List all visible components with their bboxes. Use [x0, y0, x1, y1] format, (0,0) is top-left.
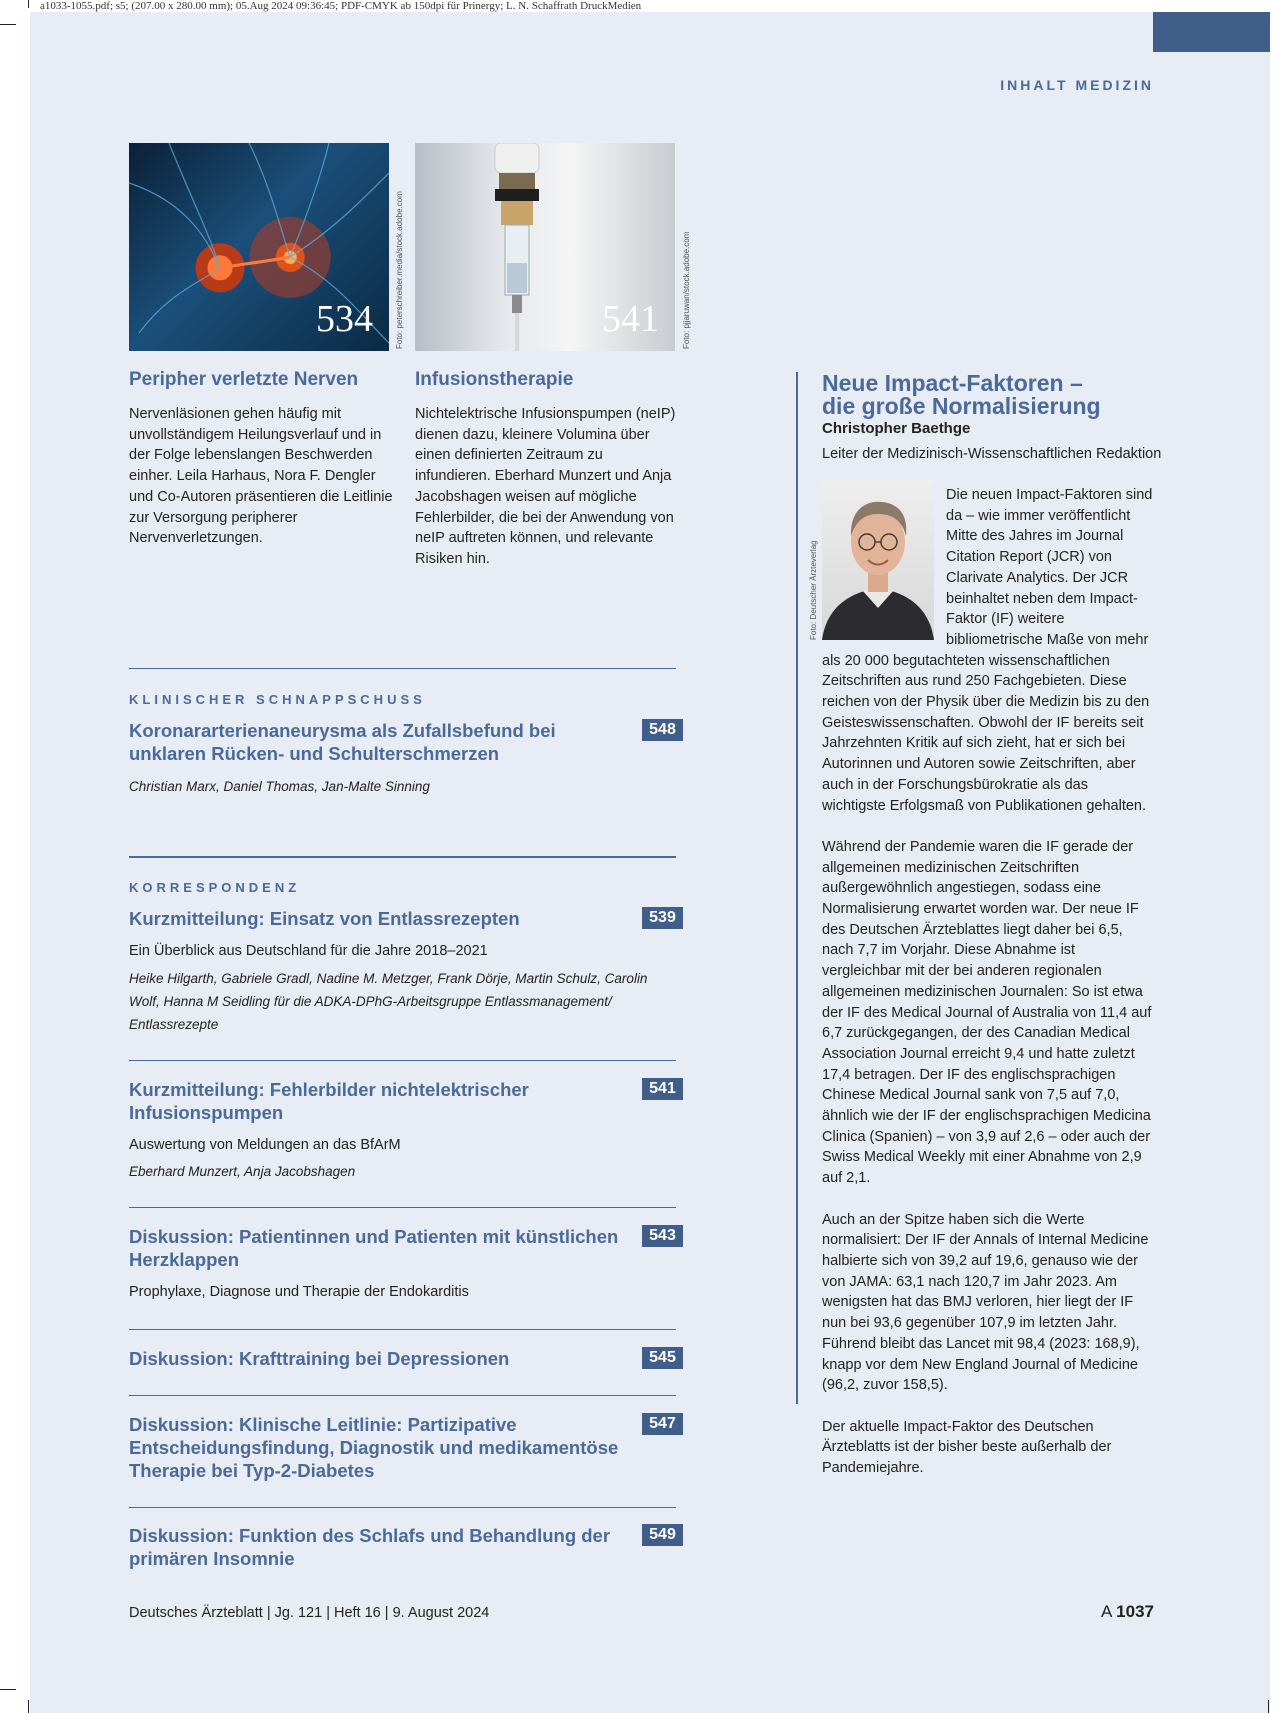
footer-page-number [1101, 1602, 1154, 1622]
section-kicker: KORRESPONDENZ [129, 880, 301, 895]
toc-entry-authors: Eberhard Munzert, Anja Jacobshagen [129, 1164, 356, 1179]
toc-page-badge[interactable]: 547 [642, 1413, 683, 1435]
editorial-author: Christopher Baethge [822, 420, 971, 437]
toc-entry-title[interactable]: Diskussion: Krafttraining bei Depressionen [129, 1348, 510, 1369]
nerve-cell-image [129, 143, 389, 351]
page-prefix: A [1101, 1602, 1112, 1621]
section-kicker: KLINISCHER SCHNAPPSCHUSS [129, 692, 426, 707]
corner-color-block [1153, 12, 1270, 52]
crop-mark [28, 1700, 29, 1713]
divider [129, 856, 676, 858]
divider [129, 1395, 676, 1396]
toc-page-badge[interactable]: 543 [642, 1225, 683, 1247]
footer-journal-info: Deutsches Ärzteblatt | Jg. 121 | Heft 16 | 9. August 2024 [129, 1605, 490, 1621]
print-info-line: a1033-1055.pdf; s5; (207.00 x 280.00 mm); 05.Aug 2024 09:36:45; PDF-CMYK ab 150dpi für Prinergy; L. N. Schaffrath DruckMedien [40, 0, 642, 12]
toc-entry-authors: Heike Hilgarth, Gabriele Gradl, Nadine M. Metzger, Frank Dörje, Martin Schulz, Carolin Wolf, Hanna M Seidling für die ADKA-DPhG-Arbeitsgruppe Entlassmanagement/ Entlassrezepte [129, 971, 648, 1032]
divider [129, 668, 676, 669]
toc-page-badge[interactable]: 549 [642, 1524, 683, 1546]
toc-entry-title[interactable]: Diskussion: Patientinnen und Patienten mit künstlichen Herzklappen [129, 1226, 619, 1270]
page-number: 1037 [1116, 1602, 1154, 1621]
divider [129, 1507, 676, 1508]
editorial-body [822, 485, 1154, 1499]
infusion-image [415, 143, 675, 351]
toc-page-badge[interactable]: 541 [642, 1078, 683, 1100]
teaser-page-number: 541 [602, 298, 659, 340]
toc-entry-title[interactable]: Diskussion: Funktion des Schlafs und Behandlung der primären Insomnie [129, 1525, 611, 1569]
editorial-title-line: die große Normalisierung [822, 393, 1101, 419]
divider [129, 1329, 676, 1330]
portrait-spacer [822, 480, 946, 640]
divider [129, 1207, 676, 1208]
toc-page-badge[interactable]: 545 [642, 1347, 683, 1369]
photo-credit: Foto: Deutscher Ärzteverlag [809, 540, 818, 640]
editorial-title-line: Neue Impact-Faktoren – [822, 370, 1083, 396]
editorial-rule [796, 372, 798, 1404]
teaser-title[interactable]: Peripher verletzte Nerven [129, 369, 359, 390]
toc-entry-title[interactable]: Koronararterienaneurysma als Zufallsbefund bei unklaren Rücken- und Schulterschmerzen [129, 720, 556, 764]
toc-entry-title[interactable]: Kurzmitteilung: Einsatz von Entlassrezepten [129, 908, 520, 929]
editorial-paragraph: Auch an der Spitze haben sich die Werte normalisiert: Der IF der Annals of Internal Medicine halbierte sich von 39,2 auf 19,6, genauso wie der von JAMA: 63,1 nach 120,7 im Jahr 2023. Am wenigsten hat das BMJ verloren, hier liegt der IF nun bei 93,6 gegenüber 107,9 im letzten Jahr. Führend bleibt das Lancet mit 98,4 (2023: 168,9), knapp vor dem New England Journal of Medicine (96,2, zuvor 158,5). [822, 1211, 1149, 1394]
toc-entry-subtitle: Auswertung von Meldungen an das BfArM [129, 1137, 401, 1153]
teaser-title[interactable]: Infusionstherapie [415, 369, 574, 390]
editorial-paragraph: Die neuen Impact-Faktoren sind da – wie immer veröffentlicht Mitte des Jahres im Journal Citation Report (JCR) von Clarivate Analytics. Der JCR beinhaltet neben dem Impact-Faktor (IF) weitere bibliometrische Maße von mehr als 20 000 begutachteten wissenschaftlichen Zeitschriften aus rund 250 Fachgebieten. Diese reichen von der Physik über die Medizin bis zu den Geisteswissenschaften. Obwohl der IF bereits seit Jahrzehnten Kritik auf sich zieht, hat er sich bei Autorinnen und Autoren sowie Zeitschriften, aber auch in der Forschungsbürokratie als das wichtigste Erfolgsmaß von Publikationen gehalten. [822, 487, 1153, 814]
teaser-text: Nichtelektrische Infusionspumpen (neIP) dienen dazu, kleinere Volumina über einen definierten Zeitraum zu infundieren. Eberhard Munzert und Anja Jacobshagen weisen auf mögliche Fehlerbilder, die bei der Anwendung von neIP auftreten können, und relevante Risiken hin. [415, 406, 676, 567]
editorial-author-role: Leiter der Medizinisch-Wissenschaftlichen Redaktion [822, 446, 1162, 462]
toc-page-badge[interactable]: 548 [642, 719, 683, 741]
crop-mark [28, 0, 29, 8]
editorial-title [822, 372, 1101, 418]
crop-mark [0, 24, 16, 25]
photo-credit: Foto: pjjaruwan/stock.adobe.com [682, 231, 691, 349]
toc-entry-title[interactable]: Kurzmitteilung: Fehlerbilder nichtelektrischer Infusionspumpen [129, 1079, 529, 1123]
toc-entry-authors: Christian Marx, Daniel Thomas, Jan-Malte Sinning [129, 779, 430, 794]
section-label: INHALT MEDIZIN [1000, 77, 1154, 93]
crop-mark [1268, 1700, 1269, 1713]
toc-page-badge[interactable]: 539 [642, 907, 683, 929]
crop-mark [0, 1689, 16, 1690]
editorial-paragraph: Während der Pandemie waren die IF gerade der allgemeinen medizinischen Zeitschriften außergewöhnlich angestiegen, sodass eine Normalisierung erwartet worden war. Der neue IF des Deutschen Ärzteblattes liegt daher bei 6,5, nach 7,7 im Vorjahr. Diese Abnahme ist vergleichbar mit der bei anderen regionalen allgemeinen medizinischen Journalen: So ist etwa der IF des Medical Journal of Australia von 11,4 auf 6,7 zurückgegangen, der des Canadian Medical Association Journal erreicht 9,4 und hatte zuletzt 17,4 betragen. Der IF des englischsprachigen Chinese Medical Journal sank von 7,5 auf 7,0, ähnlich wie der IF der englischsprachigen Medicina Clinica (Spanien) – von 3,9 auf 2,6 – oder auch der Swiss Medical Weekly mit einer Abnahme von 2,9 auf 2,1. [822, 838, 1152, 1187]
toc-entry-subtitle: Prophylaxe, Diagnose und Therapie der Endokarditis [129, 1284, 469, 1300]
toc-entry-subtitle: Ein Überblick aus Deutschland für die Jahre 2018–2021 [129, 943, 488, 959]
teaser-page-number: 534 [316, 298, 373, 340]
toc-entry-title[interactable]: Diskussion: Klinische Leitlinie: Partizipative Entscheidungsfindung, Diagnostik und medikamentöse Therapie bei Typ-2-Diabetes [129, 1414, 619, 1481]
photo-credit: Foto: peterschreiber.media/stock.adobe.com [395, 191, 404, 349]
teaser-text: Nervenläsionen gehen häufig mit unvollständigem Heilungsverlauf und in der Folge lebenslangen Beschwerden einher. Leila Harhaus, Nora F. Dengler und Co-Autoren präsentieren die Leitlinie zur Versorgung peripherer Nervenverletzungen. [129, 406, 393, 547]
editorial-paragraph: Der aktuelle Impact-Faktor des Deutschen Ärzteblatts ist der bisher beste außerhalb der Pandemiejahre. [822, 1418, 1112, 1476]
divider [129, 1060, 676, 1061]
